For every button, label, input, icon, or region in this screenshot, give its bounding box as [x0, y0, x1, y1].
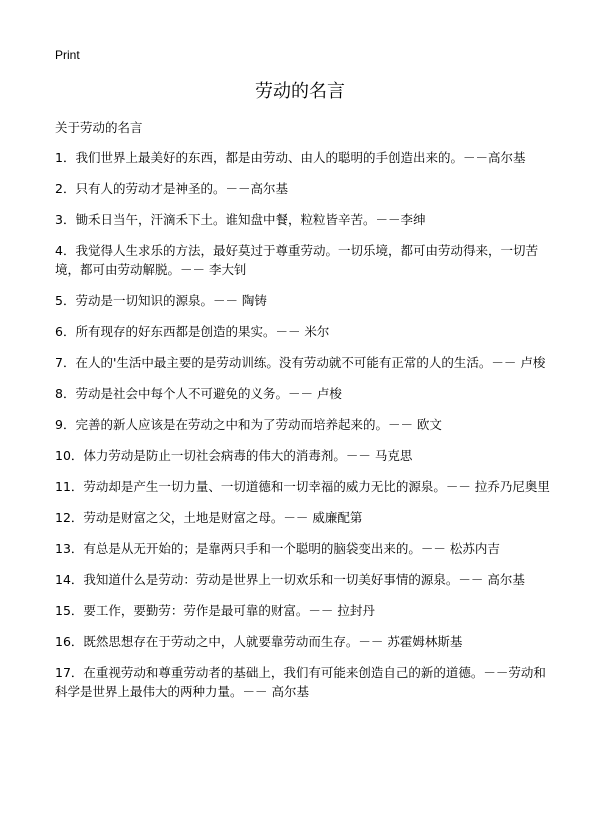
quote-item: 9．完善的新人应该是在劳动之中和为了劳动而培养起来的。－－ 欧文: [55, 417, 442, 432]
quote-list: [55, 148, 550, 713]
quote-item: 1．我们世界上最美好的东西，都是由劳动、由人的聪明的手创造出来的。－－高尔基: [55, 150, 526, 165]
quote-item: 17．在重视劳动和尊重劳动者的基础上，我们有可能来创造自己的新的道德。－－劳动和科学是世界上最伟大的两种力量。－－ 高尔基: [55, 665, 546, 699]
print-link[interactable]: Print: [55, 48, 80, 62]
quote-item: 11．劳动却是产生一切力量、一切道德和一切幸福的威力无比的源泉。－－ 拉乔乃尼奥里: [55, 479, 550, 494]
quote-item: 13．有总是从无开始的；是靠两只手和一个聪明的脑袋变出来的。－－ 松苏内吉: [55, 541, 500, 556]
quote-item: 15．要工作，要勤劳：劳作是最可靠的财富。－－ 拉封丹: [55, 603, 375, 618]
quote-item: 6．所有现存的好东西都是创造的果实。－－ 米尔: [55, 324, 330, 339]
quote-item: 5．劳动是一切知识的源泉。－－ 陶铸: [55, 293, 267, 308]
quote-item: 12．劳动是财富之父，土地是财富之母。－－ 威廉配第: [55, 510, 363, 525]
page-subtitle: 关于劳动的名言: [55, 120, 143, 135]
quote-item: 2．只有人的劳动才是神圣的。－－高尔基: [55, 181, 288, 196]
quote-item: 4．我觉得人生求乐的方法，最好莫过于尊重劳动。一切乐境，都可由劳动得来，一切苦境，都可由劳动解脱。－－ 李大钊: [55, 243, 538, 277]
quote-item: 10．体力劳动是防止一切社会病毒的伟大的消毒剂。－－ 马克思: [55, 448, 413, 463]
quote-item: 16．既然思想存在于劳动之中，人就要靠劳动而生存。－－ 苏霍姆林斯基: [55, 634, 463, 649]
quote-item: 7．在人的'生活中最主要的是劳动训练。没有劳动就不可能有正常的人的生活。－－ 卢梭: [55, 355, 546, 370]
quote-item: 8．劳动是社会中每个人不可避免的义务。－－ 卢梭: [55, 386, 342, 401]
quote-item: 14．我知道什么是劳动：劳动是世界上一切欢乐和一切美好事情的源泉。－－ 高尔基: [55, 572, 525, 587]
quote-item: 3．锄禾日当午，汗滴禾下土。谁知盘中餐，粒粒皆辛苦。－－李绅: [55, 212, 426, 227]
page-title: 劳动的名言: [255, 81, 345, 102]
